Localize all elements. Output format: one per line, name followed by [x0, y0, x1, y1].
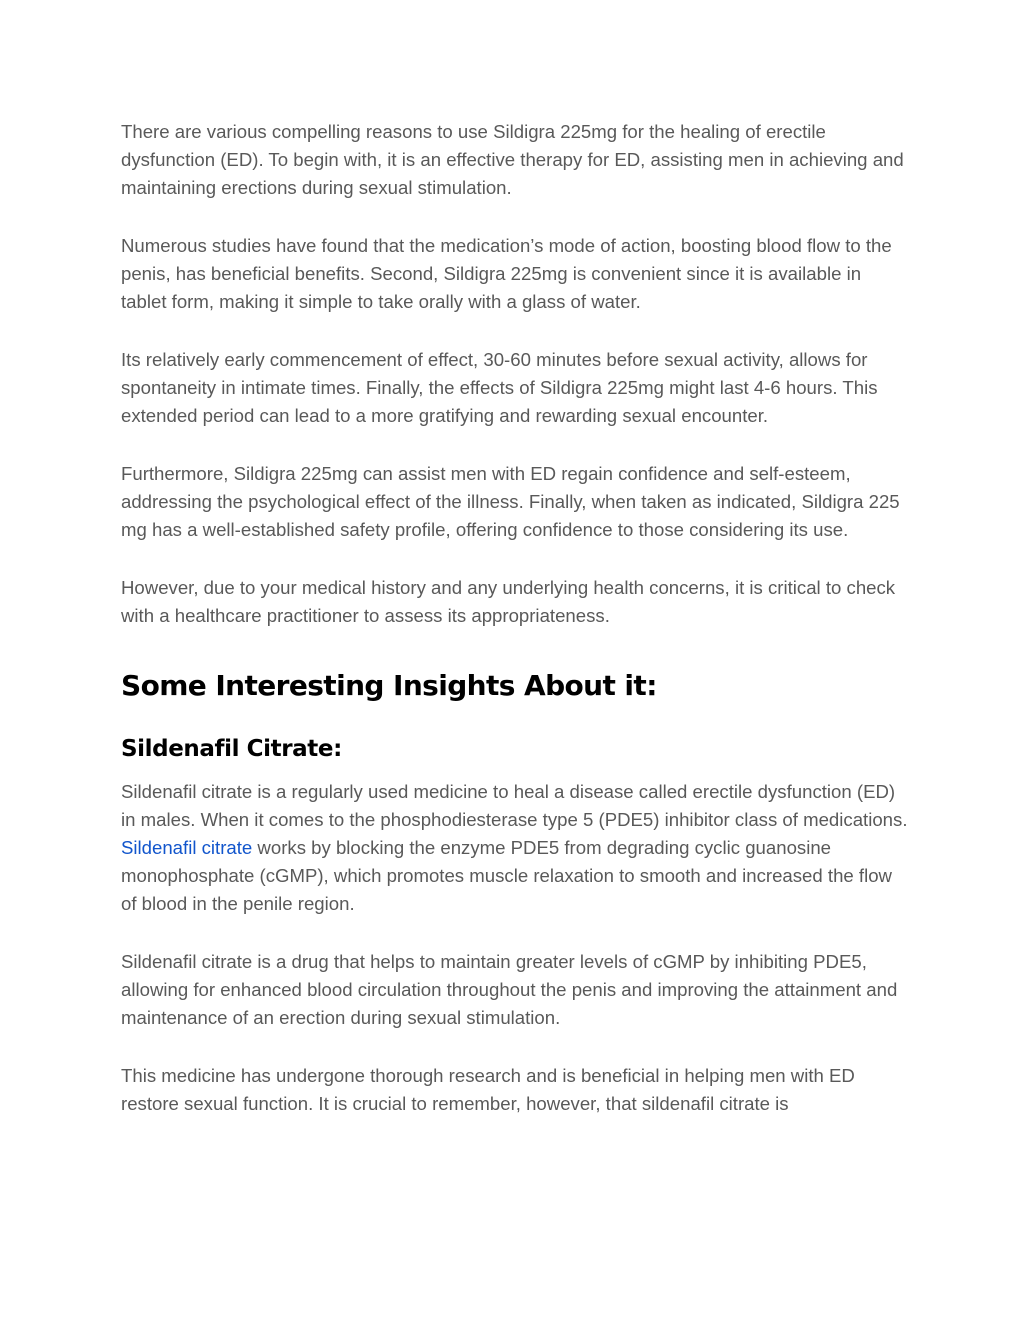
intro-paragraph-1: There are various compelling reasons to use Sildigra 225mg for the healing of erectile dysfunction (ED). To begin with, it is an effective therapy for ED, assisting men in achieving and maintaining erections during sexual stimulation.: [121, 121, 904, 198]
intro-paragraph-3: Its relatively early commencement of effect, 30-60 minutes before sexual activity, allows for spontaneity in intimate times. Finally, the effects of Sildigra 225mg might last 4-6 hours. This extended period can lead to a more gratifying and rewarding sexual encounter.: [121, 349, 878, 426]
intro-paragraph-5: However, due to your medical history and any underlying health concerns, it is critical to check with a healthcare practitioner to assess its appropriateness.: [121, 577, 896, 626]
sildenafil-paragraph-1-before-link: Sildenafil citrate is a regularly used medicine to heal a disease called erectile dysfunction (ED) in males. When it comes to the phosphodiesterase type 5 (PDE5) inhibitor class of medications.: [121, 781, 908, 830]
intro-paragraph-2: Numerous studies have found that the medication’s mode of action, boosting blood flow to the penis, has beneficial benefits. Second, Sildigra 225mg is convenient since it is available in tablet form, making it simple to take orally with a glass of water.: [121, 235, 892, 312]
section-heading: Some Interesting Insights About it:: [121, 669, 657, 702]
sildenafil-paragraph-1-after-link: works by blocking the enzyme PDE5 from degrading cyclic guanosine monophosphate (cGMP), which promotes muscle relaxation to smooth and increased the flow of blood in the penile region.: [121, 837, 892, 914]
sildenafil-paragraph-3: This medicine has undergone thorough research and is beneficial in helping men with ED restore sexual function. It is crucial to remember, however, that sildenafil citrate is: [121, 1065, 855, 1114]
sildenafil-citrate-link[interactable]: Sildenafil citrate: [121, 837, 253, 858]
sildenafil-paragraph-2: Sildenafil citrate is a drug that helps to maintain greater levels of cGMP by inhibiting PDE5, allowing for enhanced blood circulation throughout the penis and improving the attainment and maintenance of an erection during sexual stimulation.: [121, 951, 898, 1028]
subsection-heading: Sildenafil Citrate:: [121, 736, 342, 762]
document-page: [121, 118, 911, 1148]
sildenafil-paragraph-1: [121, 778, 911, 918]
intro-paragraph-4: Furthermore, Sildigra 225mg can assist men with ED regain confidence and self-esteem, addressing the psychological effect of the illness. Finally, when taken as indicated, Sildigra 225 mg has a well-established safety profile, offering confidence to those considering its use.: [121, 463, 900, 540]
